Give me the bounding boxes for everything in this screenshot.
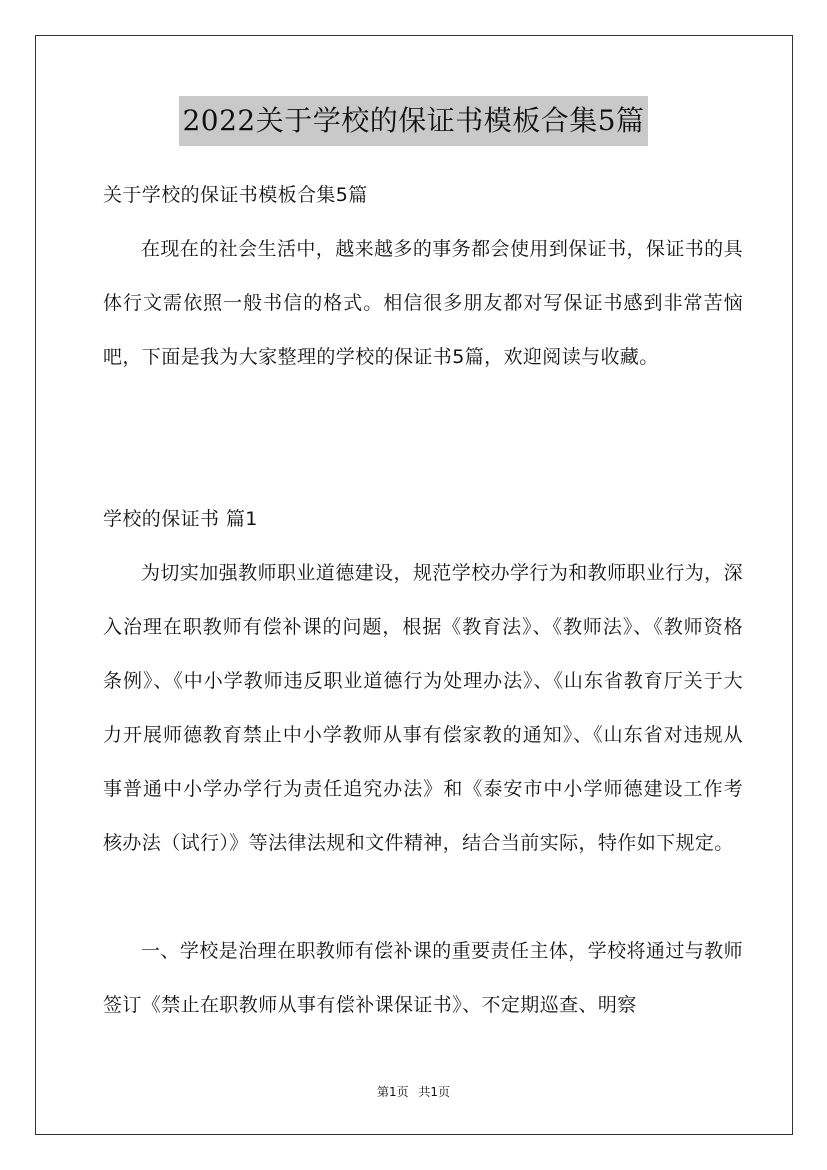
document-subtitle: 关于学校的保证书模板合集5篇 <box>103 184 368 206</box>
intro-paragraph: 在现在的社会生活中，越来越多的事务都会使用到保证书，保证书的具体行文需依照一般书信的格式。相信很多朋友都对写保证书感到非常苦恼吧，下面是我为大家整理的学校的保证书5篇，欢迎阅读与收藏。 <box>103 238 743 368</box>
section-heading: 学校的保证书 篇1 <box>103 508 258 530</box>
total-pages: 共1页 <box>418 1085 451 1099</box>
title-container <box>0 96 827 146</box>
page-number: 第1页 <box>376 1085 409 1099</box>
paragraph-2: 一、学校是治理在职教师有偿补课的重要责任主体，学校将通过与教师签订《禁止在职教师从事有偿补课保证书》、不定期巡查、明察 <box>103 940 743 1016</box>
document-title: 2022关于学校的保证书模板合集5篇 <box>179 96 647 146</box>
page-footer <box>0 1083 827 1100</box>
paragraph-1: 为切实加强教师职业道德建设，规范学校办学行为和教师职业行为，深入治理在职教师有偿补课的问题，根据《教育法》、《教师法》、《教师资格条例》、《中小学教师违反职业道德行为处理办法》、《山东省教育厅关于大力开展师德教育禁止中小学教师从事有偿家教的通知》、《山东省对违规从事普通中小学办学行为责任追究办法》和《泰安市中小学师德建设工作考核办法（试行）》等法律法规和文件精神，结合当前实际，特作如下规定。 <box>103 562 743 854</box>
